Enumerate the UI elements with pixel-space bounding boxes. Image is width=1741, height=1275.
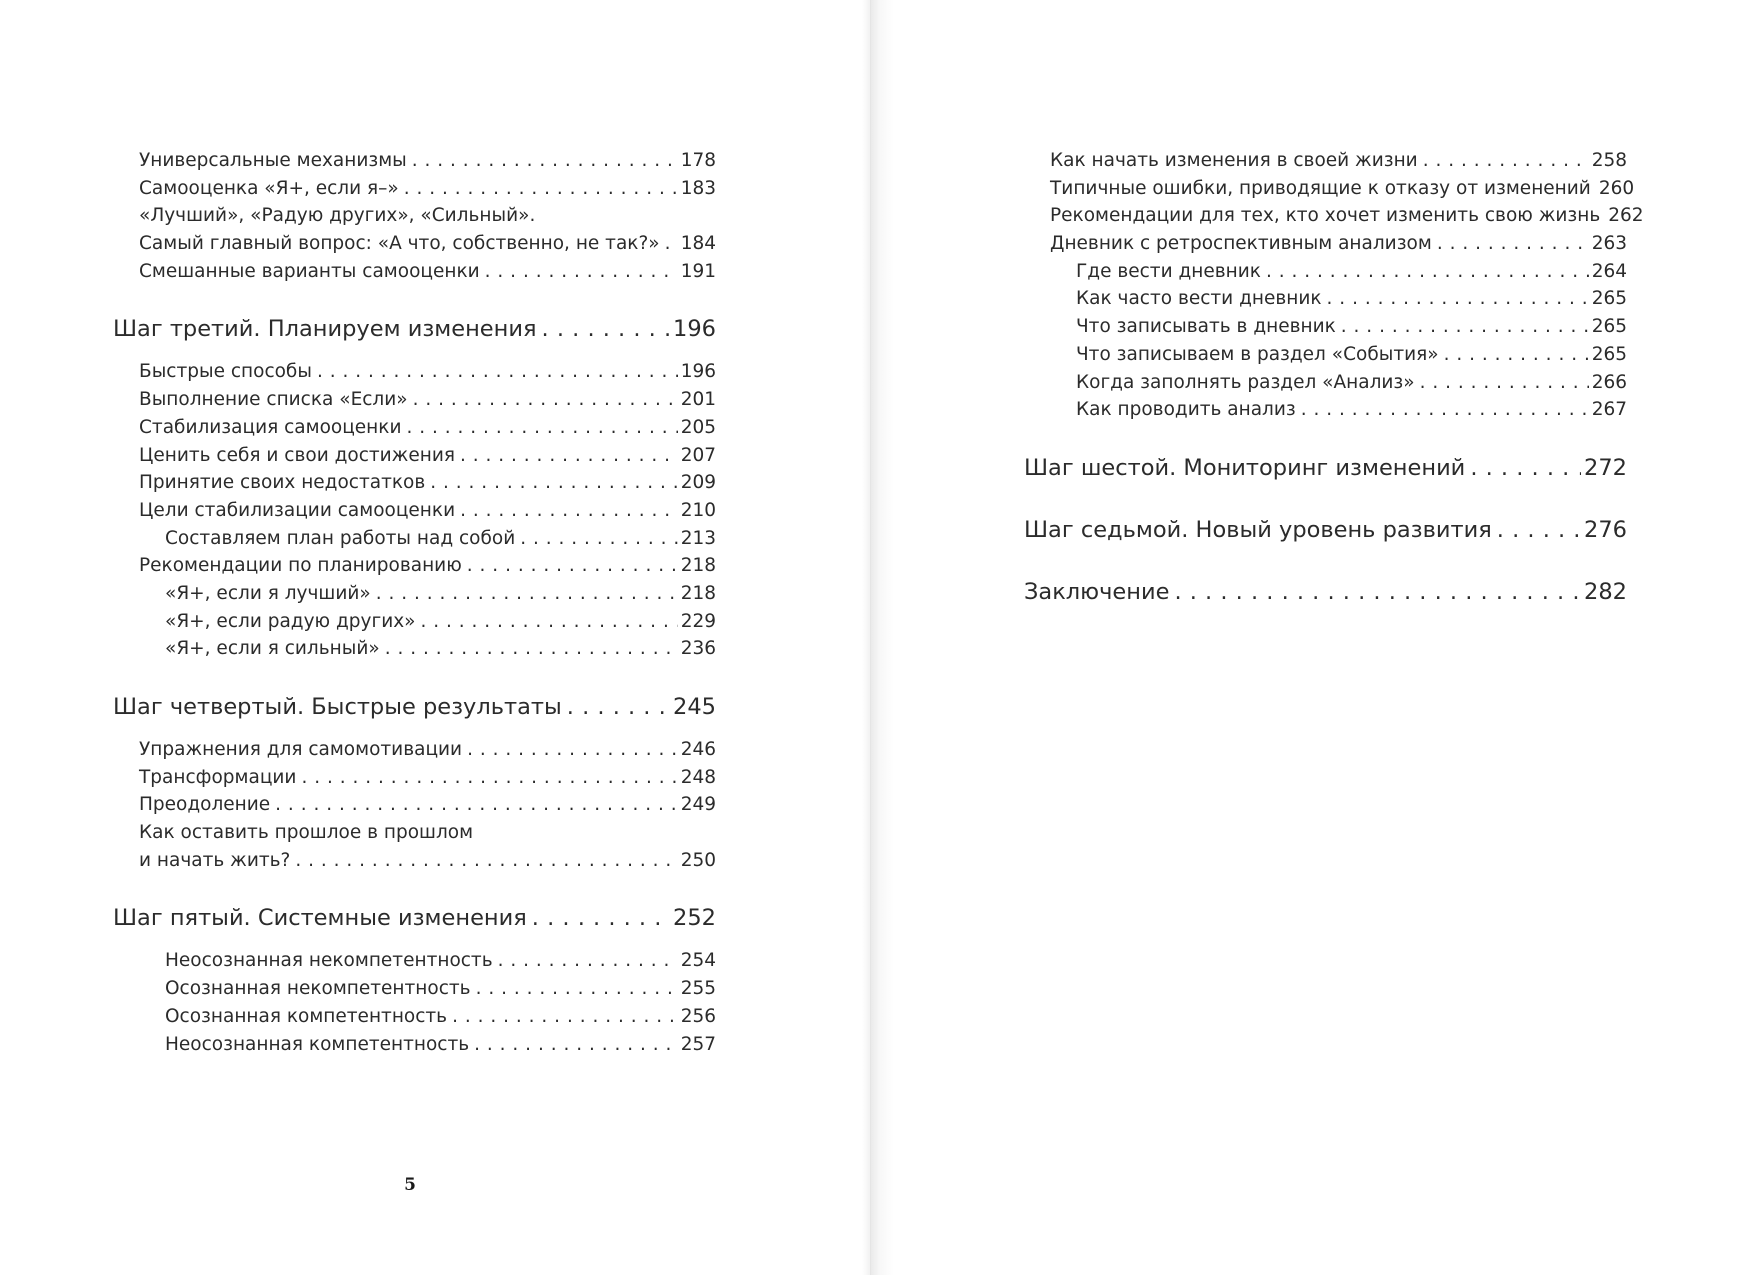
toc-page-number: 252	[673, 905, 716, 932]
toc-entry-title: Типичные ошибки, приводящие к отказу от изменений	[1050, 177, 1591, 199]
toc-entry	[113, 791, 716, 819]
toc-dot-leader	[312, 358, 678, 386]
toc-dot-leader	[660, 230, 678, 258]
toc-dot-leader	[371, 580, 678, 608]
toc-entry-title: Составляем план работы над собой	[165, 527, 516, 549]
toc-entry-title: Шаг третий. Планируем изменения	[113, 316, 537, 343]
toc-page-number: 229	[680, 610, 716, 632]
toc-dot-leader	[1415, 369, 1589, 397]
toc-page-number: 196	[680, 361, 716, 383]
toc-dot-leader	[471, 975, 678, 1003]
toc-entry-title: Заключение	[1024, 578, 1170, 605]
toc-entry-title: Рекомендации по планированию	[139, 555, 462, 577]
toc-entry	[113, 947, 716, 975]
toc-dot-leader	[537, 311, 671, 347]
toc-entry-title: Цели стабилизации самооценки	[139, 499, 456, 521]
toc-entry	[1024, 258, 1627, 286]
toc-page-number: 282	[1584, 578, 1627, 605]
toc-page-number: 260	[1598, 177, 1635, 199]
toc-entry	[1024, 341, 1627, 369]
toc-entry-title: Самооценка «Я+, если я–»	[139, 177, 399, 199]
toc-page-number: 245	[673, 694, 716, 720]
toc-chapter-heading	[113, 311, 716, 347]
toc-page-number: 254	[680, 950, 716, 972]
toc-dot-leader	[270, 791, 678, 819]
toc-page-number: 276	[1584, 516, 1627, 543]
toc-page-number: 266	[1591, 371, 1627, 393]
toc-dot-leader	[1432, 230, 1589, 258]
toc-page-number: 267	[1591, 399, 1627, 421]
toc-dot-leader	[408, 386, 678, 414]
toc-entry	[113, 358, 716, 386]
toc-left-column	[113, 147, 716, 1058]
toc-page-number: 205	[680, 416, 716, 438]
toc-entry-title: Что записывать в дневник	[1076, 316, 1336, 338]
toc-entry-title: «Я+, если я лучший»	[165, 582, 371, 604]
toc-entry	[113, 975, 716, 1003]
toc-dot-leader	[447, 1003, 678, 1031]
toc-entry-title: Дневник с ретроспективным анализом	[1050, 233, 1432, 255]
toc-page-number: 184	[680, 233, 716, 255]
toc-entry-title: «Я+, если я сильный»	[165, 638, 380, 660]
toc-page-number: 218	[680, 555, 716, 577]
toc-entry	[113, 469, 716, 497]
toc-dot-leader	[290, 847, 677, 875]
toc-entry	[113, 497, 716, 525]
toc-page-number: 196	[673, 316, 716, 343]
toc-entry	[113, 1003, 716, 1031]
toc-dot-leader	[462, 552, 678, 580]
toc-entry-title: Смешанные варианты самооценки	[139, 260, 480, 282]
toc-dot-leader	[515, 525, 677, 553]
toc-dot-leader	[415, 608, 677, 636]
toc-dot-leader	[401, 414, 677, 442]
toc-entry-title: Преодоление	[139, 794, 271, 816]
toc-dot-leader	[480, 258, 678, 286]
toc-entry	[1024, 147, 1627, 175]
toc-entry-title: Как часто вести дневник	[1076, 288, 1322, 310]
toc-dot-leader	[455, 497, 678, 525]
toc-entry-title: Быстрые способы	[139, 361, 312, 383]
toc-entry-title: Когда заполнять раздел «Анализ»	[1076, 371, 1415, 393]
toc-right-column	[1024, 147, 1644, 610]
toc-page-number: 255	[680, 978, 716, 1000]
toc-entry-title: Универсальные механизмы	[139, 150, 407, 171]
toc-chapter-heading	[1024, 450, 1627, 486]
toc-page-number: 265	[1591, 316, 1627, 338]
toc-entry	[113, 1031, 716, 1059]
toc-dot-leader	[296, 764, 677, 792]
toc-dot-leader	[462, 736, 678, 764]
toc-entry	[1024, 230, 1627, 258]
toc-dot-leader	[1296, 396, 1589, 424]
toc-entry-title: Выполнение списка «Если»	[139, 389, 408, 411]
toc-dot-leader	[562, 689, 670, 725]
toc-page-number: 191	[680, 260, 716, 282]
toc-page-number: 209	[680, 472, 716, 494]
toc-chapter-heading	[1024, 512, 1627, 548]
toc-entry	[113, 819, 716, 847]
toc-entry-title: Шаг пятый. Системные изменения	[113, 905, 527, 932]
toc-entry	[1024, 369, 1627, 397]
toc-entry	[1024, 285, 1627, 313]
toc-page-number: 263	[1591, 233, 1627, 255]
toc-entry-title: Осознанная некомпетентность	[165, 978, 471, 1000]
toc-entry-title: Рекомендации для тех, кто хочет изменить свою жизнь	[1050, 205, 1601, 227]
toc-dot-leader	[1439, 341, 1589, 369]
toc-dot-leader	[469, 1031, 678, 1059]
toc-dot-leader	[1418, 147, 1589, 175]
toc-entry-title: Что записываем в раздел «События»	[1076, 343, 1439, 365]
toc-entry-title: Трансформации	[139, 766, 297, 788]
toc-entry	[113, 147, 716, 175]
toc-page-number: 257	[680, 1033, 716, 1055]
toc-entry-title: и начать жить?	[139, 849, 291, 871]
page-number: 5	[404, 1175, 416, 1195]
toc-page-number: 213	[680, 527, 716, 549]
toc-page-number: 258	[1591, 150, 1627, 171]
toc-chapter-heading	[113, 689, 716, 725]
toc-entry	[1024, 175, 1635, 203]
toc-entry	[113, 608, 716, 636]
toc-page-number: 183	[680, 177, 716, 199]
toc-page-number: 265	[1591, 343, 1627, 365]
toc-entry-title: Самый главный вопрос: «А что, собственно, не так?»	[139, 233, 660, 255]
book-gutter-shadow	[862, 0, 894, 1275]
toc-page-number: 210	[680, 499, 716, 521]
toc-page-number: 248	[680, 766, 716, 788]
toc-entry	[1024, 313, 1627, 341]
toc-page-number: 265	[1591, 288, 1627, 310]
toc-entry	[1024, 202, 1644, 230]
toc-entry	[113, 635, 716, 663]
left-page	[0, 0, 870, 1275]
toc-entry	[113, 736, 716, 764]
toc-entry	[1024, 396, 1627, 424]
toc-entry-title: Упражнения для самомотивации	[139, 739, 463, 760]
toc-entry-title: Принятие своих недостатков	[139, 472, 426, 494]
toc-entry	[113, 202, 716, 230]
toc-page-number: 178	[680, 150, 716, 171]
toc-page-number: 249	[680, 794, 716, 816]
toc-entry-title: Шаг четвертый. Быстрые результаты	[113, 694, 562, 720]
toc-entry	[113, 258, 716, 286]
toc-dot-leader	[399, 175, 678, 203]
toc-entry-title: Шаг седьмой. Новый уровень развития	[1024, 516, 1492, 543]
toc-dot-leader	[1322, 285, 1589, 313]
toc-page-number: 264	[1591, 260, 1627, 282]
toc-page-number: 256	[680, 1005, 716, 1027]
toc-dot-leader	[380, 635, 678, 663]
toc-entry-title: Как начать изменения в своей жизни	[1050, 150, 1418, 171]
toc-entry-title: Неосознанная некомпетентность	[165, 950, 493, 972]
toc-page-number: 250	[680, 849, 716, 871]
toc-entry	[113, 764, 716, 792]
toc-entry-title: Как проводить анализ	[1076, 399, 1296, 421]
toc-entry	[113, 386, 716, 414]
toc-entry-title: Шаг шестой. Мониторинг изменений	[1024, 454, 1466, 481]
toc-page-number: 272	[1584, 454, 1627, 481]
toc-page-number: 218	[680, 582, 716, 604]
toc-entry-title: «Я+, если радую других»	[165, 610, 416, 632]
toc-entry-title: Осознанная компетентность	[165, 1005, 448, 1027]
toc-dot-leader	[1465, 450, 1581, 486]
toc-dot-leader	[1261, 258, 1589, 286]
toc-entry	[113, 414, 716, 442]
toc-entry	[113, 175, 716, 203]
toc-entry	[113, 552, 716, 580]
toc-entry	[113, 230, 716, 258]
toc-page-number: 207	[680, 444, 716, 466]
toc-dot-leader	[1169, 574, 1581, 610]
toc-dot-leader	[493, 947, 678, 975]
toc-entry-title: «Лучший», «Радую других», «Сильный».	[139, 205, 536, 227]
toc-entry	[113, 442, 716, 470]
toc-dot-leader	[407, 147, 678, 175]
toc-entry-title: Стабилизация самооценки	[139, 416, 402, 438]
toc-entry	[113, 525, 716, 553]
toc-dot-leader	[455, 442, 678, 470]
toc-entry-title: Где вести дневник	[1076, 260, 1261, 282]
toc-chapter-heading	[113, 900, 716, 936]
toc-page-number: 201	[680, 389, 716, 411]
toc-entry	[113, 580, 716, 608]
toc-chapter-heading	[1024, 574, 1627, 610]
toc-entry	[113, 847, 716, 875]
toc-page-number: 236	[680, 638, 716, 660]
toc-page-number: 262	[1608, 205, 1644, 227]
toc-dot-leader	[1336, 313, 1589, 341]
toc-dot-leader	[527, 900, 670, 936]
toc-page-number: 246	[680, 739, 716, 760]
toc-entry-title: Неосознанная компетентность	[165, 1033, 470, 1055]
toc-dot-leader	[1492, 512, 1581, 548]
toc-entry-title: Как оставить прошлое в прошлом	[139, 822, 474, 844]
toc-dot-leader	[425, 469, 677, 497]
toc-entry-title: Ценить себя и свои достижения	[139, 444, 455, 466]
